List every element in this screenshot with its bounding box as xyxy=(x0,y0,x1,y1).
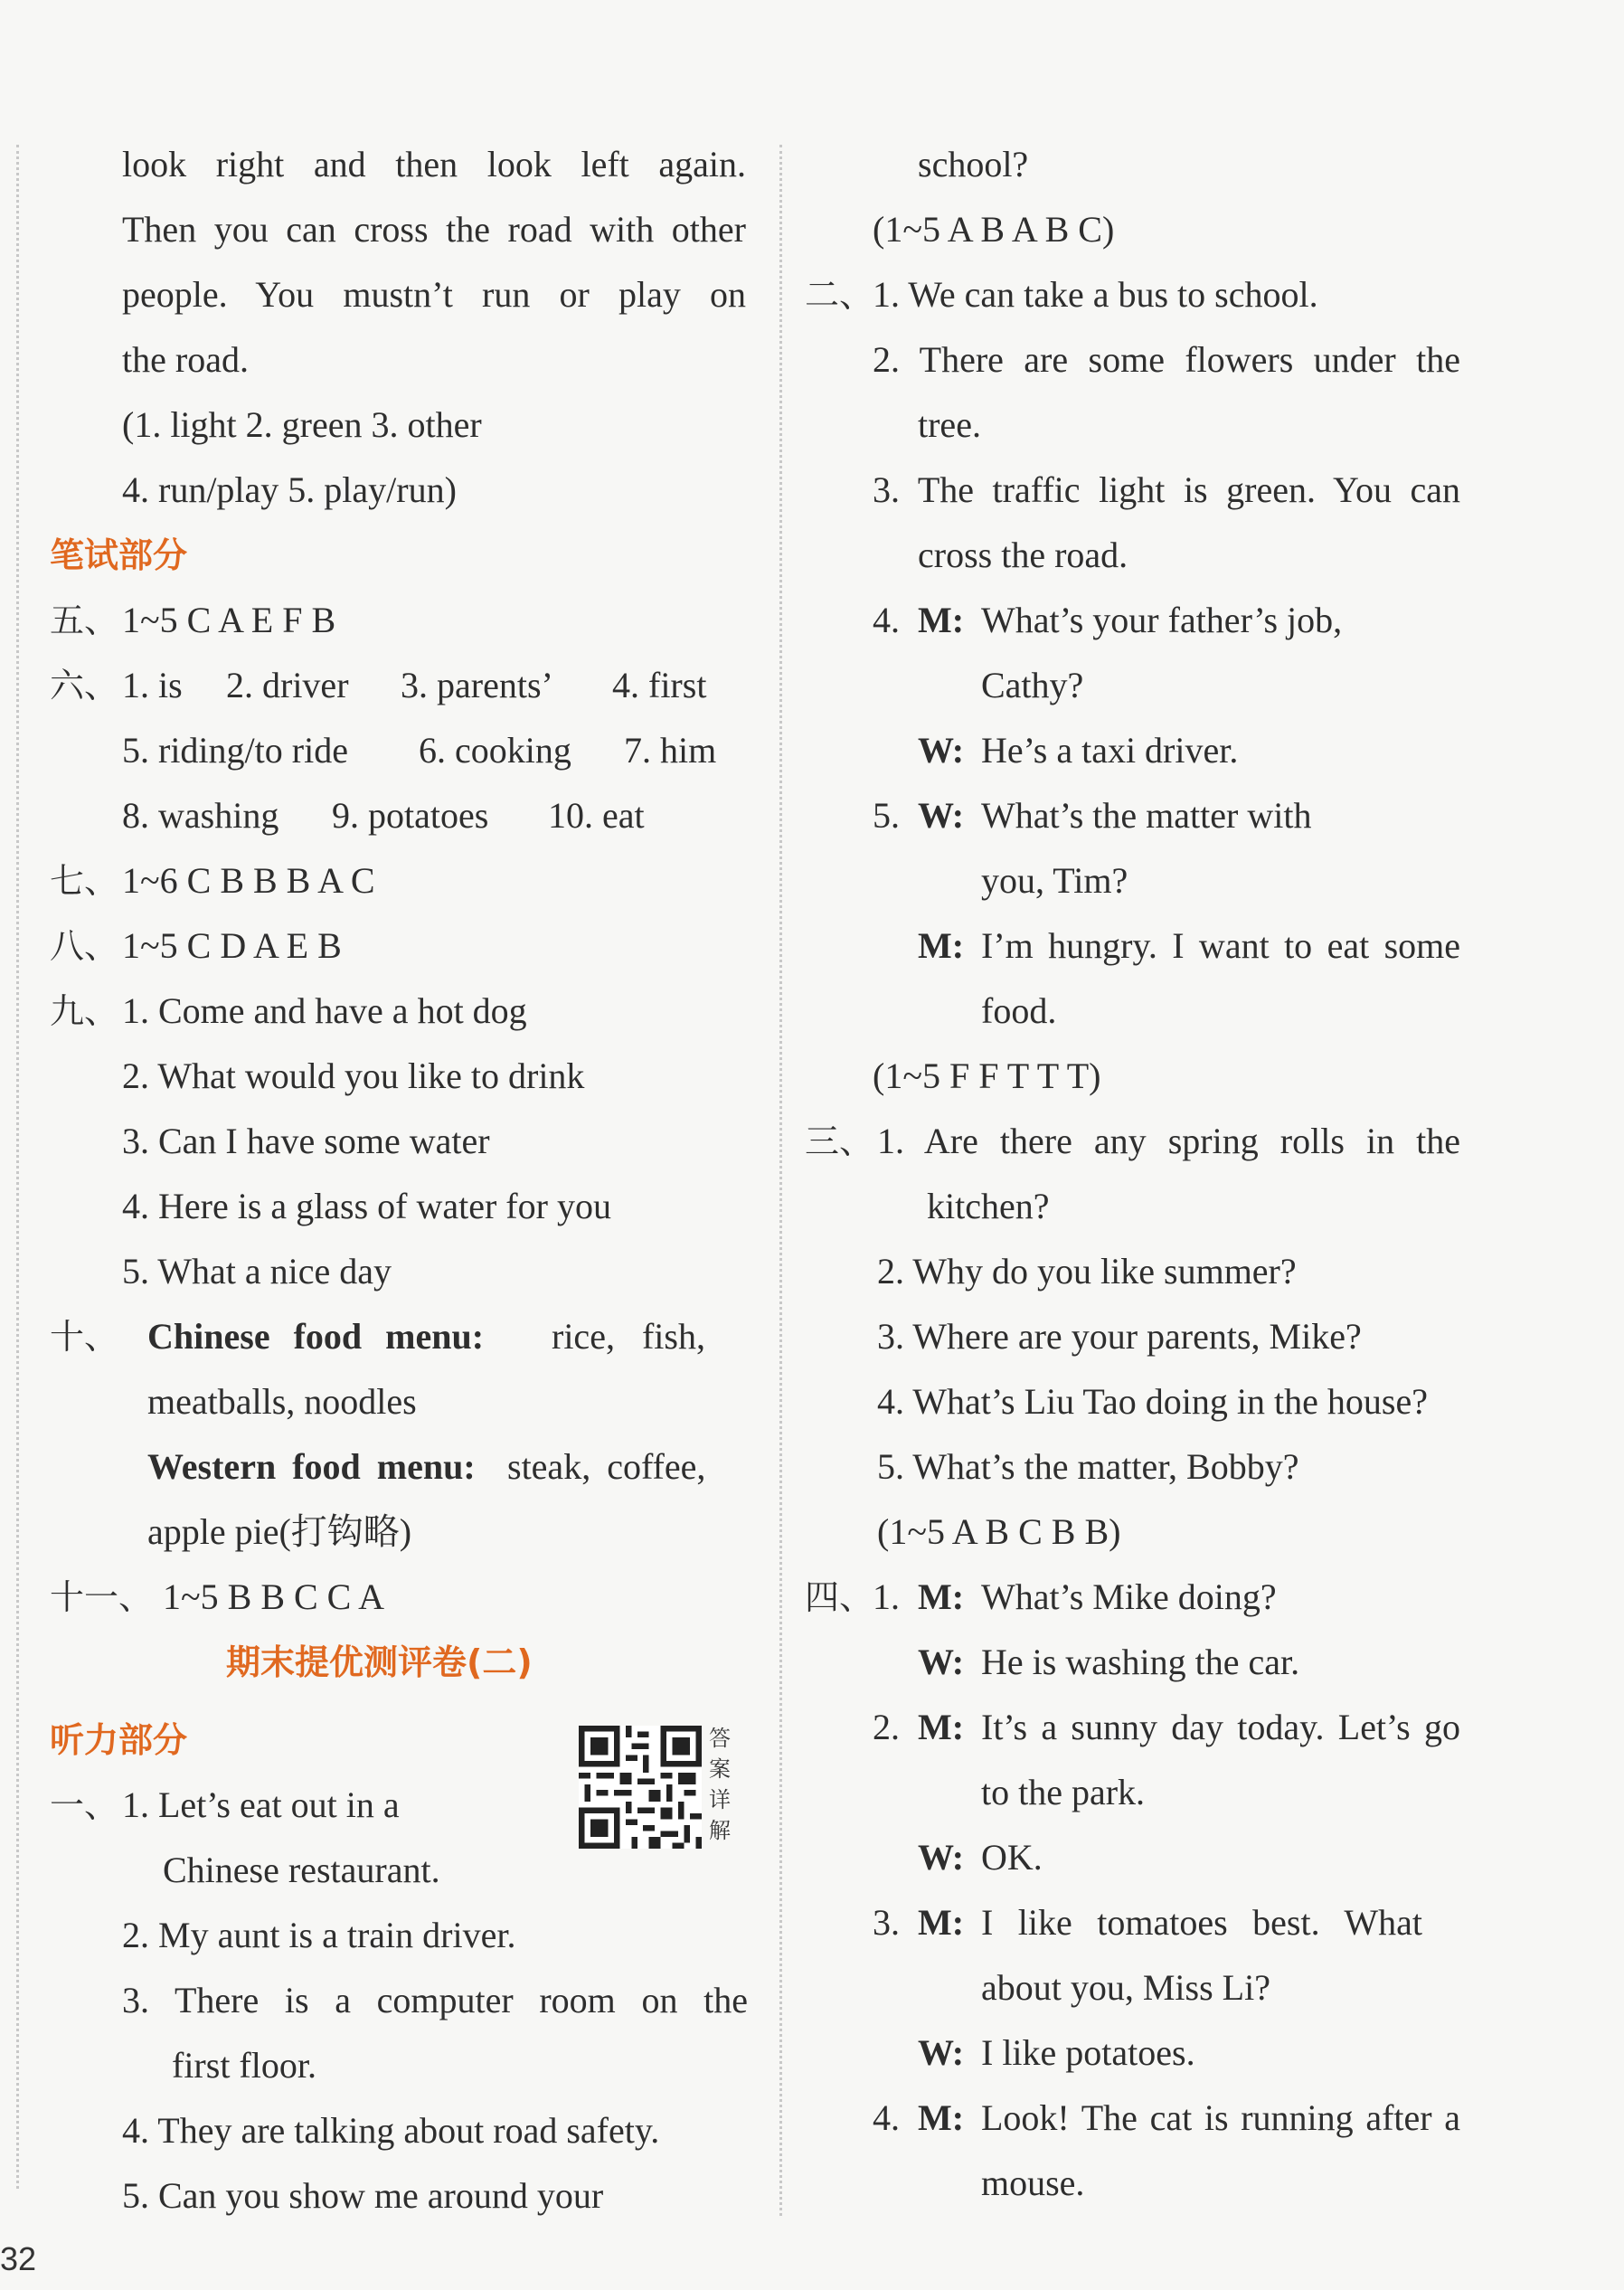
question-4-row xyxy=(805,1760,1528,1825)
answer-item: 9. potatoes xyxy=(332,795,489,836)
answer-item: 3. There is a computer room on the xyxy=(122,1980,748,2020)
dialogue-line: I like tomatoes best. What xyxy=(981,1902,1422,1943)
speaker-label: M: xyxy=(918,1576,965,1617)
answer-item: 5. What a nice day xyxy=(122,1251,392,1292)
page-number: 32 xyxy=(0,2240,37,2277)
answer-item: 10. eat xyxy=(548,795,645,836)
answer-line: 4. run/play 5. play/run) xyxy=(122,469,457,510)
text-line xyxy=(50,458,755,523)
answer-item: 4. first xyxy=(612,665,707,705)
question-2-row xyxy=(805,718,1528,783)
text-line xyxy=(805,197,1528,262)
question-1-row xyxy=(50,2033,755,2098)
dialogue-line: Cathy? xyxy=(981,665,1084,705)
paragraph-line: look right and then look left again. xyxy=(122,144,746,185)
question-2-row xyxy=(805,523,1528,588)
answer-item: 1. Are there any spring rolls in the xyxy=(877,1121,1460,1161)
question-6-row xyxy=(50,718,755,783)
question-9-row xyxy=(50,979,755,1044)
question-3-row xyxy=(805,1369,1528,1434)
section-heading-row xyxy=(50,523,755,588)
answer-item: 5. riding/to ride xyxy=(122,730,348,771)
speaker-label: M: xyxy=(918,1707,965,1747)
column-divider xyxy=(779,145,782,2216)
question-4-row xyxy=(805,1630,1528,1695)
question-7-answer: 1~6 C B B B A C xyxy=(122,860,375,901)
item-number: 3. xyxy=(873,1902,900,1943)
answer-item: 1. Let’s eat out in a xyxy=(122,1784,400,1825)
paragraph-line: the road. xyxy=(122,339,249,380)
dialogue-line: about you, Miss Li? xyxy=(981,1967,1270,2008)
question-4-row xyxy=(805,2086,1528,2151)
text-line xyxy=(50,327,755,393)
question-4-row xyxy=(805,2151,1528,2216)
answer-item: kitchen? xyxy=(927,1186,1050,1226)
dialogue-line: What’s the matter with xyxy=(981,795,1312,836)
speaker-label: W: xyxy=(918,1642,965,1682)
dialogue-line: I’m hungry. I want to eat some xyxy=(981,925,1460,966)
answer-item: 1. We can take a bus to school. xyxy=(873,274,1318,315)
question-10-row xyxy=(50,1304,755,1369)
question-10-row xyxy=(50,1434,755,1500)
question-1-row xyxy=(50,1903,755,1968)
question-11-answer: 1~5 B B C C A xyxy=(163,1576,385,1617)
answer-item: 1. Come and have a hot dog xyxy=(122,990,527,1031)
chinese-menu-items: meatballs, noodles xyxy=(147,1381,417,1422)
answer-item: cross the road. xyxy=(918,535,1128,575)
question-2-row xyxy=(805,653,1528,718)
question-5-row xyxy=(50,588,755,653)
question-3-row xyxy=(805,1109,1528,1174)
answer-item: 2. Why do you like summer? xyxy=(877,1251,1297,1292)
answer-line: (1~5 F F T T T) xyxy=(873,1055,1101,1096)
text-line xyxy=(50,393,755,458)
question-1-row xyxy=(50,2163,755,2228)
answer-item: 2. There are some flowers under the xyxy=(873,339,1460,380)
question-3-row xyxy=(805,1174,1528,1239)
question-2-row xyxy=(805,1044,1528,1109)
answer-item: 3. The traffic light is green. You can xyxy=(873,469,1460,510)
dialogue-line: I like potatoes. xyxy=(981,2032,1195,2073)
dialogue-line: you, Tim? xyxy=(981,860,1128,901)
paragraph-line: Then you can cross the road with other xyxy=(122,209,746,250)
item-number: 2. xyxy=(873,1707,900,1747)
answer-item: 3. Can I have some water xyxy=(122,1121,490,1161)
test-title-row xyxy=(50,1630,755,1695)
answer-item: 5. What’s the matter, Bobby? xyxy=(877,1446,1299,1487)
question-6-row xyxy=(50,783,755,848)
question-9-row xyxy=(50,1109,755,1174)
question-label: 三、 xyxy=(805,1121,874,1161)
question-4-row xyxy=(805,1695,1528,1760)
text-line xyxy=(50,132,755,197)
paragraph-line: people. You mustn’t run or play on xyxy=(122,274,746,315)
question-3-row xyxy=(805,1434,1528,1500)
answer-item: 5. Can you show me around your xyxy=(122,2175,604,2216)
answer-item: 8. washing xyxy=(122,795,279,836)
question-1-row xyxy=(50,2098,755,2163)
western-menu-items: steak, coffee, xyxy=(507,1446,706,1487)
answer-item: 3. Where are your parents, Mike? xyxy=(877,1316,1362,1357)
question-label: 十一、 xyxy=(50,1577,154,1617)
dialogue-line: to the park. xyxy=(981,1772,1146,1812)
speaker-label: W: xyxy=(918,795,965,836)
answer-item: first floor. xyxy=(172,2045,316,2086)
dialogue-line: What’s Mike doing? xyxy=(981,1576,1277,1617)
question-label: 七、 xyxy=(50,861,119,901)
question-label: 八、 xyxy=(50,926,119,966)
dialogue-line: OK. xyxy=(981,1837,1043,1878)
question-9-row xyxy=(50,1174,755,1239)
answer-item: 7. him xyxy=(624,730,717,771)
question-10-row xyxy=(50,1369,755,1434)
item-number: 4. xyxy=(873,600,900,640)
question-label: 四、 xyxy=(805,1577,874,1617)
speaker-label: W: xyxy=(918,2032,965,2073)
question-label: 九、 xyxy=(50,991,119,1031)
question-label: 二、 xyxy=(805,275,874,315)
speaker-label: M: xyxy=(918,2097,965,2138)
question-11-row xyxy=(50,1565,755,1630)
answer-item: tree. xyxy=(918,404,981,445)
item-number: 5. xyxy=(873,795,900,836)
margin-dotted-line xyxy=(16,145,19,2189)
answer-item: 2. driver xyxy=(226,665,349,705)
question-2-row xyxy=(805,913,1528,979)
answer-item: 2. What would you like to drink xyxy=(122,1055,585,1096)
question-10-row xyxy=(50,1500,755,1565)
question-label: 五、 xyxy=(50,601,119,640)
text-line xyxy=(50,262,755,327)
question-4-row xyxy=(805,1565,1528,1630)
written-section-heading: 笔试部分 xyxy=(50,535,188,575)
question-label: 十、 xyxy=(50,1317,119,1357)
answer-item: 4. Here is a glass of water for you xyxy=(122,1186,611,1226)
question-8-answer: 1~5 C D A E B xyxy=(122,925,342,966)
answer-item: 1. is xyxy=(122,665,183,705)
western-menu-label: Western food menu: xyxy=(147,1446,476,1487)
dialogue-line: He is washing the car. xyxy=(981,1642,1300,1682)
answer-item: 4. They are talking about road safety. xyxy=(122,2110,660,2151)
question-2-row xyxy=(805,848,1528,913)
left-column xyxy=(50,132,755,2216)
qr-code-icon[interactable] xyxy=(579,1726,702,1849)
question-2-row xyxy=(805,588,1528,653)
question-4-row xyxy=(805,1890,1528,1955)
item-number: 4. xyxy=(873,2097,900,2138)
question-2-row xyxy=(805,327,1528,393)
question-9-row xyxy=(50,1044,755,1109)
answer-item: Chinese restaurant. xyxy=(163,1850,440,1890)
listening-section-heading: 听力部分 xyxy=(50,1720,188,1760)
question-4-row xyxy=(805,2020,1528,2086)
question-2-row xyxy=(805,458,1528,523)
speaker-label: M: xyxy=(918,925,965,966)
answer-line: school? xyxy=(918,144,1029,185)
text-line xyxy=(50,197,755,262)
test-title: 期末提优测评卷(二) xyxy=(226,1642,533,1682)
speaker-label: W: xyxy=(918,730,965,771)
text-line xyxy=(805,132,1528,197)
question-7-row xyxy=(50,848,755,913)
dialogue-line: It’s a sunny day today. Let’s go xyxy=(981,1707,1460,1747)
question-2-row xyxy=(805,262,1528,327)
speaker-label: W: xyxy=(918,1837,965,1878)
question-2-row xyxy=(805,393,1528,458)
western-menu-items: apple pie(打钩略) xyxy=(147,1511,412,1552)
answer-line: (1~5 A B C B B) xyxy=(877,1511,1121,1552)
question-2-row xyxy=(805,783,1528,848)
qr-caption: 答案详解 xyxy=(709,1726,731,1843)
question-3-row xyxy=(805,1500,1528,1565)
question-8-row xyxy=(50,913,755,979)
question-9-row xyxy=(50,1239,755,1304)
question-1-row xyxy=(50,1968,755,2033)
answer-item: 4. What’s Liu Tao doing in the house? xyxy=(877,1381,1428,1422)
answer-line: (1. light 2. green 3. other xyxy=(122,404,482,445)
dialogue-line: Look! The cat is running after a xyxy=(981,2097,1460,2138)
dialogue-line: He’s a taxi driver. xyxy=(981,730,1239,771)
question-4-row xyxy=(805,1825,1528,1890)
answer-item: 6. cooking xyxy=(419,730,571,771)
speaker-label: M: xyxy=(918,1902,965,1943)
question-6-row xyxy=(50,653,755,718)
question-label: 一、 xyxy=(50,1785,119,1825)
item-number: 1. xyxy=(873,1576,900,1617)
question-3-row xyxy=(805,1304,1528,1369)
speaker-label: M: xyxy=(918,600,965,640)
chinese-menu-items: rice, fish, xyxy=(552,1316,705,1357)
dialogue-line: food. xyxy=(981,990,1057,1031)
answer-item: 3. parents’ xyxy=(401,665,553,705)
right-column xyxy=(805,132,1528,2216)
dialogue-line: mouse. xyxy=(981,2162,1085,2203)
question-4-row xyxy=(805,1955,1528,2020)
question-3-row xyxy=(805,1239,1528,1304)
question-label: 六、 xyxy=(50,666,119,705)
question-5-answer: 1~5 C A E F B xyxy=(122,600,336,640)
chinese-menu-label: Chinese food menu: xyxy=(147,1316,485,1357)
answer-item: 2. My aunt is a train driver. xyxy=(122,1915,516,1955)
question-2-row xyxy=(805,979,1528,1044)
answer-line: (1~5 A B A B C) xyxy=(873,209,1115,250)
dialogue-line: What’s your father’s job, xyxy=(981,600,1343,640)
